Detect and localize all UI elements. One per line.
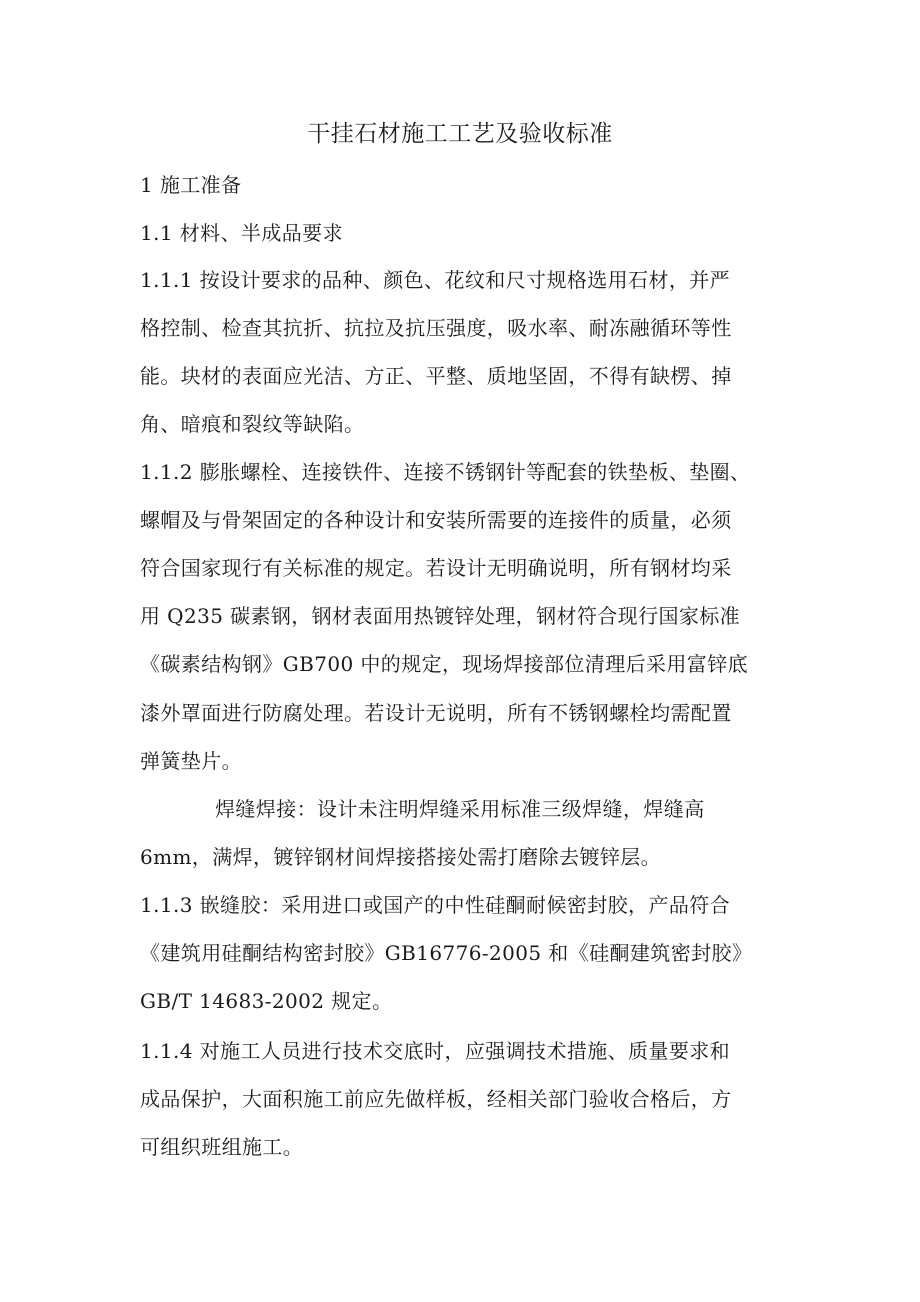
paragraph-line: 1.1.3 嵌缝胶：采用进口或国产的中性硅酮耐候密封胶，产品符合 bbox=[140, 893, 731, 917]
paragraph-line: 1.1.2 膨胀螺栓、连接铁件、连接不锈钢针等配套的铁垫板、垫圈、 bbox=[140, 460, 751, 484]
subsection-heading: 1.1 材料、半成品要求 bbox=[140, 221, 343, 245]
paragraph-line: 6mm，满焊，镀锌钢材间焊接搭接处需打磨除去镀锌层。 bbox=[140, 845, 662, 869]
document-title: 干挂石材施工工艺及验收标准 bbox=[307, 121, 613, 147]
paragraph-line: 符合国家现行有关标准的规定。若设计无明确说明，所有钢材均采 bbox=[140, 556, 732, 580]
paragraph-line: 角、暗痕和裂纹等缺陷。 bbox=[140, 412, 365, 436]
paragraph-line: 成品保护，大面积施工前应先做样板，经相关部门验收合格后，方 bbox=[140, 1087, 732, 1111]
paragraph-line: 焊缝焊接：设计未注明焊缝采用标准三级焊缝，焊缝高 bbox=[215, 797, 705, 821]
paragraph-line: 能。块材的表面应光洁、方正、平整、质地坚固，不得有缺楞、掉 bbox=[140, 364, 732, 388]
paragraph-line: 《碳素结构钢》GB700 中的规定，现场焊接部位清理后采用富锌底 bbox=[140, 652, 749, 676]
paragraph-line: 1.1.4 对施工人员进行技术交底时，应强调技术措施、质量要求和 bbox=[140, 1039, 731, 1063]
paragraph-line: 螺帽及与骨架固定的各种设计和安装所需要的连接件的质量，必须 bbox=[140, 508, 732, 532]
paragraph-line: 用 Q235 碳素钢，钢材表面用热镀锌处理，钢材符合现行国家标准 bbox=[140, 604, 741, 628]
paragraph-line: 《建筑用硅酮结构密封胶》GB16776-2005 和《硅酮建筑密封胶》 bbox=[140, 941, 753, 965]
paragraph-line: GB/T 14683-2002 规定。 bbox=[140, 989, 393, 1013]
paragraph-line: 弹簧垫片。 bbox=[140, 749, 242, 773]
paragraph-line: 漆外罩面进行防腐处理。若设计无说明，所有不锈钢螺栓均需配置 bbox=[140, 701, 732, 725]
paragraph-line: 可组织班组施工。 bbox=[140, 1135, 304, 1159]
paragraph-line: 1.1.1 按设计要求的品种、颜色、花纹和尺寸规格选用石材，并严 bbox=[140, 268, 731, 292]
paragraph-line: 格控制、检查其抗折、抗拉及抗压强度，吸水率、耐冻融循环等性 bbox=[140, 316, 732, 340]
section-heading: 1 施工准备 bbox=[140, 173, 242, 197]
